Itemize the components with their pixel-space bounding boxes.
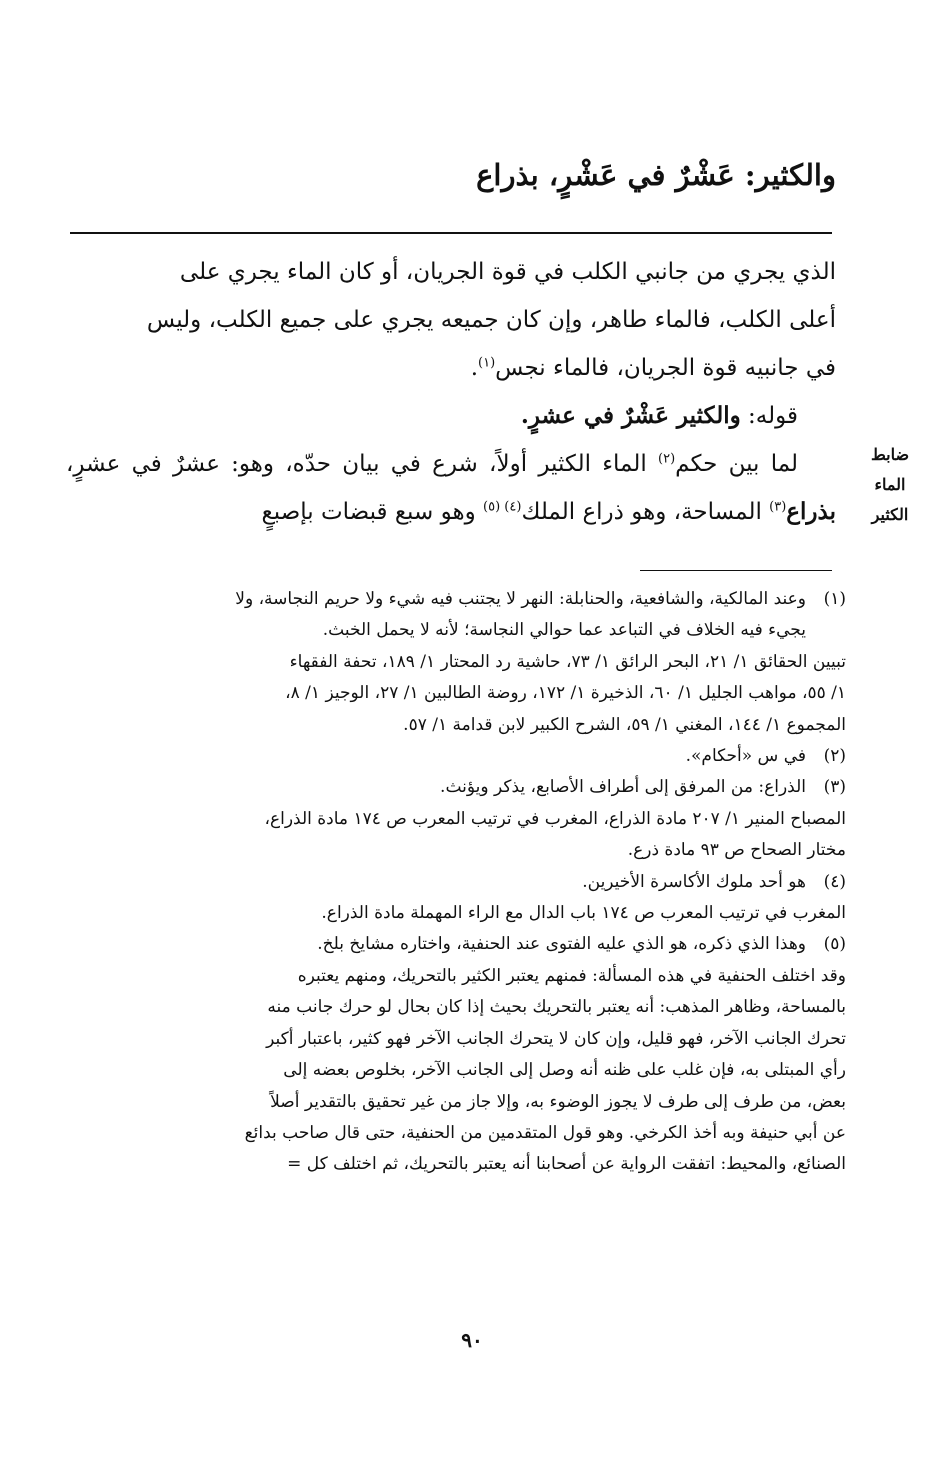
- main-line: [66, 248, 836, 296]
- footnote-divider: [640, 570, 832, 571]
- main-line: [66, 344, 836, 392]
- commentary-text-d: وهو سبع قبضات بإصبعٍ: [261, 499, 484, 525]
- footnote-ref-5[interactable]: (٥): [483, 499, 505, 515]
- period: .: [470, 355, 478, 381]
- footnote-2: [74, 741, 846, 772]
- commentary-text-c: المساحة، وهو ذراع الملك: [521, 499, 770, 525]
- footnote-line: هو أحد ملوك الأكاسرة الأخيرين.: [582, 871, 806, 892]
- margin-note-line: الكثير: [871, 505, 909, 524]
- main-line-1: الذي يجري من جانبي الكلب في قوة الجريان، أو كان الماء يجري على: [179, 259, 836, 285]
- header-divider: [70, 232, 832, 234]
- footnote-line: مختار الصحاح ص ٩٣ مادة ذرع.: [627, 840, 846, 861]
- main-line: [66, 296, 836, 344]
- bold-term: بذراع: [786, 498, 836, 525]
- footnote-ref-3[interactable]: (٣): [769, 499, 787, 515]
- footnote-line: المجموع ١/ ١٤٤، المغني ١/ ٥٩، الشرح الكبير لابن قدامة ١/ ٥٧.: [403, 714, 846, 735]
- footnote-line: وهذا الذي ذكره، هو الذي عليه الفتوى عند الحنفية، واختاره مشايخ بلخ.: [317, 934, 806, 955]
- footnote-3: [74, 772, 846, 866]
- footnotes: [74, 584, 846, 1181]
- footnote-line: بعض، من طرف إلى طرف لا يجوز الوضوء به، وإلا جاز من غير تحقيق بالتقدير أصلاً: [270, 1091, 846, 1112]
- footnote-4: [74, 867, 846, 930]
- main-line-2: أعلى الكلب، فالماء طاهر، وإن كان جميعه يجري على جميع الكلب، وليس: [146, 307, 836, 333]
- footnote-line: بالمساحة، وظاهر المذهب: أنه يعتبر بالتحريك بحيث إذا كان بحال لو حرك جانب منه: [267, 997, 846, 1018]
- margin-note: [846, 440, 934, 530]
- footnote-line: وعند المالكية، والشافعية، والحنابلة: النهر لا يجتنب فيه شيء ولا حريم النجاسة، ولا: [235, 589, 806, 609]
- running-head: والكثير: عَشْرٌ في عَشْرٍ، بذراع: [476, 158, 836, 192]
- footnote-ref-1[interactable]: (١): [478, 355, 496, 371]
- footnote-line: في س «أحكام».: [685, 746, 806, 767]
- commentary-text-b: الماء الكثير أولاً، شرع في بيان حدّه، وهو: عشرٌ في عشرٍ،: [66, 451, 658, 477]
- footnote-number: (٢): [823, 746, 846, 767]
- footnote-1: [74, 584, 846, 741]
- footnote-number: (٤): [823, 871, 846, 892]
- page-number: ٩٠: [461, 1328, 483, 1352]
- footnote-ref-2[interactable]: (٢): [658, 451, 676, 467]
- main-line-3: في جانبيه قوة الجريان، فالماء نجس: [495, 355, 836, 381]
- main-text: [66, 248, 836, 536]
- footnote-ref-4[interactable]: (٤): [504, 499, 522, 515]
- footnote-5: [74, 929, 846, 1180]
- footnote-number: (٥): [823, 934, 846, 955]
- quoted-matn: [66, 392, 836, 440]
- commentary-paragraph: [66, 440, 836, 536]
- footnote-line: ١/ ٥٥، مواهب الجليل ١/ ٦٠، الذخيرة ١/ ١٧٢، روضة الطالبين ١/ ٢٧، الوجيز ١/ ٨،: [285, 683, 846, 704]
- footnote-line: عن أبي حنيفة وبه أخذ الكرخي. وهو قول المتقدمين من الحنفية، حتى قال صاحب بدائع: [244, 1122, 846, 1143]
- footnote-line: يجيء فيه الخلاف في التباعد عما حوالي النجاسة؛ لأنه لا يحمل الخبث.: [322, 620, 806, 641]
- matn-text: والكثير عَشْرٌ في عشرٍ.: [520, 402, 741, 429]
- margin-note-line: الماء: [874, 475, 906, 494]
- commentary-text-a: لما بين حكم: [675, 451, 799, 477]
- footnote-line: الذراع: من المرفق إلى أطراف الأصابع، يذكر ويؤنث.: [440, 777, 806, 798]
- footnote-number: (١): [823, 589, 846, 609]
- footnote-line: تبيين الحقائق ١/ ٢١، البحر الرائق ١/ ٧٣، حاشية رد المحتار ١/ ١٨٩، تحفة الفقهاء: [289, 651, 846, 672]
- footnote-line: المغرب في ترتيب المعرب ص ١٧٤ باب الدال مع الراء المهملة مادة الذراع.: [321, 903, 846, 924]
- footnote-line: رأي المبتلى به، فإن غلب على ظنه أنه وصل إلى الجانب الآخر، بخلوص بعضه إلى: [283, 1060, 846, 1081]
- qawl-prefix: قوله:: [740, 403, 798, 429]
- footnote-number: (٣): [823, 777, 846, 798]
- footnote-line: الصنائع، والمحيط: اتفقت الرواية عن أصحابنا أنه يعتبر بالتحريك، ثم اختلف كل =: [287, 1154, 846, 1175]
- footnote-line: تحرك الجانب الآخر، فهو قليل، وإن كان لا يتحرك الجانب الآخر فهو كثير، باعتبار أكبر: [266, 1028, 846, 1049]
- margin-note-line: ضابط: [870, 445, 910, 464]
- footnote-line: المصباح المنير ١/ ٢٠٧ مادة الذراع، المغرب في ترتيب المعرب ص ١٧٤ مادة الذراع،: [264, 808, 846, 829]
- footnote-line: وقد اختلف الحنفية في هذه المسألة: فمنهم يعتبر الكثير بالتحريك، ومنهم يعتبره: [297, 965, 846, 986]
